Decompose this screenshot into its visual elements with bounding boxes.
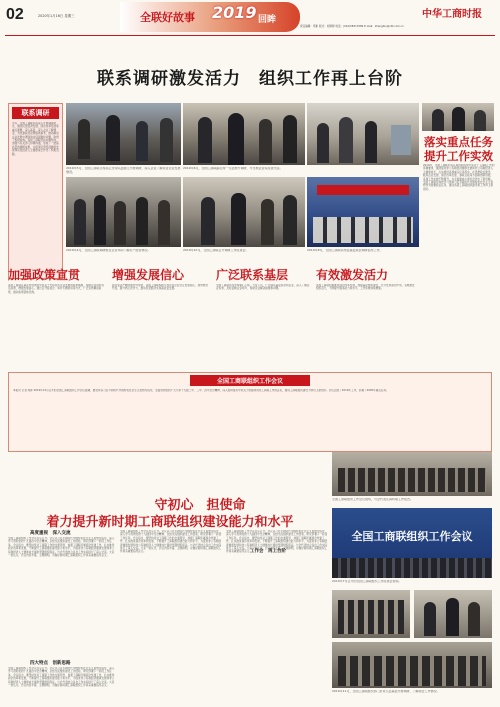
- header-rule: [5, 35, 495, 36]
- section-head-1: 加强政策宣贯: [8, 268, 81, 282]
- section-head-2: 增强发展信心: [112, 268, 185, 282]
- bottom-subhead-1: 高度重视 深入交流: [30, 531, 71, 536]
- sidebar-box: [8, 103, 63, 279]
- bottom-subhead-2: 四大特点 创新思路: [30, 661, 71, 666]
- photo-top-3: [307, 103, 419, 165]
- photo-caption-1: 2019年5月，全国工商联主席高云龙带队赴浙江开展调研，深入企业了解民营企业发展情况。: [66, 167, 181, 174]
- photo-top-2: [183, 103, 305, 165]
- section-head-4: 有效激发活力: [316, 268, 389, 282]
- right-title-line2: 提升工作实效: [424, 149, 493, 163]
- photo-top-1: [66, 103, 181, 165]
- photo-caption-4: 2019年10月，全国工商联召开调研工作座谈会。: [183, 249, 249, 252]
- screen-text: 全国工商联组织工作会议: [351, 530, 473, 543]
- right-title-line1: 落实重点任务: [424, 135, 493, 149]
- bottom-title-line2: 着力提升新时期工商联组织建设能力和水平: [46, 515, 294, 530]
- bottom-photo-caption-3: 2019年11月，全国工商联组织部门负责人赴基层开展调研，了解商会工作情况。: [332, 690, 440, 693]
- column-name: 全联好故事: [140, 11, 195, 24]
- section-text-3: 全国工商联系统坚持重心下移、力量下沉，广泛联系基层商会和企业，深入了解企业诉求，及时反映企业呼声，帮助企业解决困难和问题。: [216, 284, 310, 291]
- column-suffix: 回眸: [258, 15, 277, 25]
- banner-text: 本报讯 记者 郑彬 2019年12月召开的全国工商联组织工作会议强调，要坚持以习近平新时代中国特色社会主义思想为指导，全面贯彻党的十九大和十九届二中、三中、四中全会精神，深入贯彻落实中央关于加强和改进工商联工作的意见，推动工商联组织建设不断迈上新台阶。会议总结了2019年工作，部署了2020年重点任务。: [13, 389, 389, 392]
- photo-mid-3: [307, 177, 419, 247]
- photo-mid-2: [183, 177, 305, 247]
- date-line: 2020年1月16日 星期三: [38, 14, 75, 18]
- sidebar-label: 联系调研: [12, 107, 59, 119]
- year-mark: 2019: [212, 3, 257, 22]
- photo-caption-5: 2019年8月，全国工商联领导赴基层商会调研指导工作。: [307, 249, 383, 252]
- bottom-photo-3: [332, 590, 410, 638]
- bottom-text-col1: 全国工商联组织工作会议在京召开。会议以习近平新时代中国特色社会主义思想为指导，深入学习贯彻党的十九届四中全会精神，总结交流组织建设工作经验，研究部署下一阶段工作任务。会议指出，要坚持党对工商联工作的全面领导，加强工商联所属商会党建工作，扎实推进商会改革和发展，不断提升工商联组织建设能力和水平，为促进非公有制经济健康发展和非公有制经济人士健康成长提供坚强组织保证。与会代表结合各自工作实际进行了深入交流。大家一致认为，会议内容丰富、主题鲜明，对做好新时期工商联组织工作具有重要指导意义。: [8, 537, 115, 558]
- bottom-text-col3: 全国工商联组织工作会议在京召开。会议以习近平新时代中国特色社会主义思想为指导，深入学习贯彻党的十九届四中全会精神，总结交流组织建设工作经验，研究部署下一阶段工作任务。会议指出，要坚持党对工商联工作的全面领导，加强工商联所属商会党建工作，扎实推进商会改革和发展，不断提升工商联组织建设能力和水平，为促进非公有制经济健康发展和非公有制经济人士健康成长提供坚强组织保证。与会代表结合各自工作实际进行了深入交流。大家一致认为，会议内容丰富、主题鲜明，对做好新时期工商联组织工作具有重要指导意义。: [226, 530, 328, 554]
- section-text-2: 面对复杂严峻的国内外形势，各级工商联积极引导民营企业坚定发展信心，加快转型升级，提升核心竞争力，推动民营经济实现高质量发展。: [112, 284, 208, 291]
- section-text-4: 各级工商联积极推进商会改革发展，加强基层组织建设，充分发挥商会作用，有效激发组织活力，不断提升服务能力和水平，工作实效持续增强。: [316, 284, 415, 291]
- bottom-photo-4: [414, 590, 492, 638]
- section-text-1: 各级工商联认真宣传贯彻党中央关于支持民营企业发展的政策措施，帮助企业用好用足政策，增强发展信心。通过召开座谈会、举办专题培训等方式，广泛宣传解读政策，推动政策落地见效。: [8, 284, 104, 294]
- bottom-text-col2: 全国工商联组织工作会议在京召开。会议以习近平新时代中国特色社会主义思想为指导，深入学习贯彻党的十九届四中全会精神，总结交流组织建设工作经验，研究部署下一阶段工作任务。会议指出，要坚持党对工商联工作的全面领导，加强工商联所属商会党建工作，扎实推进商会改革和发展，不断提升工商联组织建设能力和水平，为促进非公有制经济健康发展和非公有制经济人士健康成长提供坚强组织保证。与会代表结合各自工作实际进行了深入交流。大家一致认为，会议内容丰富、主题鲜明，对做好新时期工商联组织工作具有重要指导意义。: [120, 530, 222, 554]
- conference-banner: [8, 372, 492, 452]
- banner-title: 全国工商联组织工作会议: [190, 375, 310, 386]
- right-panel-text: 2019年，全国工商联系统认真贯彻落实中央关于工商联工作的部署要求，围绕促进非公有制经济健康发展和非公有制经济人士健康成长，扎实推进各项重点任务落实，在思想政治建设、服务企业发展、商会改革发展、参政议政等方面取得新进展，各项工作实效不断提升，为全面建成小康社会作出了新贡献。全国工商联坚持把学习贯彻习近平新时代中国特色社会主义思想作为首要政治任务，推动各级工商联组织建设和工作再上新台阶。: [423, 164, 495, 191]
- sidebar-text: 今年，全国工商联系统深入开展调查研究，围绕民营经济发展、商会改革发展等重点课题，深入基层、深入企业了解情况，为党委政府决策提供参考，推动解决企业发展中遇到的实际困难和问题，取得了积极成效。各级工商联坚持问题导向，加强与有关部门协调沟通，形成了一批高质量的调研成果，为促进民营经济健康发展和民营经济人士健康成长作出了积极贡献。: [12, 122, 59, 156]
- bottom-text-col1b: 全国工商联组织工作会议在京召开。会议以习近平新时代中国特色社会主义思想为指导，深入学习贯彻党的十九届四中全会精神，总结交流组织建设工作经验，研究部署下一阶段工作任务。会议指出，要坚持党对工商联工作的全面领导，加强工商联所属商会党建工作，扎实推进商会改革和发展，不断提升工商联组织建设能力和水平，为促进非公有制经济健康发展和非公有制经济人士健康成长提供坚强组织保证。与会代表结合各自工作实际进行了深入交流。大家一致认为，会议内容丰富、主题鲜明，对做好新时期工商联组织工作具有重要指导意义。: [8, 667, 115, 688]
- section-head-3: 广泛联系基层: [216, 268, 289, 282]
- bottom-title-line1: 守初心 担使命: [154, 498, 246, 513]
- main-title: 联系调研激发活力 组织工作再上台阶: [97, 69, 403, 89]
- photo-caption-3: 2019年4月，全国工商联调研组在企业车间了解生产经营情况。: [66, 249, 151, 252]
- editor-line: 责任编辑：郑彬 版式：刘婷婷 电话：(010)58317089 E-mail：zhangbin@cbt.com.cn: [300, 25, 404, 28]
- photo-mid-1: [66, 177, 181, 247]
- paper-logo: 中华工商时报: [422, 9, 482, 20]
- photo-caption-2: 2019年6月，全国工商联副主席一行赴地方调研，与当地企业家座谈交流。: [183, 167, 283, 170]
- page-number: 02: [6, 6, 24, 23]
- page-header: [0, 0, 500, 38]
- bottom-photo-1: [332, 452, 492, 496]
- bottom-photo-caption-2: 2019年7月召开的全国工商联组织工作座谈会现场。: [332, 580, 402, 583]
- photo-right: [422, 103, 494, 131]
- bottom-photo-5: [332, 642, 492, 688]
- bottom-photo-caption-1: 全国工商联组织工作会议现场，与会代表认真听取工作报告。: [332, 498, 414, 501]
- bottom-subhead-3: 工作会 再上台阶: [250, 549, 286, 554]
- bottom-photo-2: [332, 508, 492, 578]
